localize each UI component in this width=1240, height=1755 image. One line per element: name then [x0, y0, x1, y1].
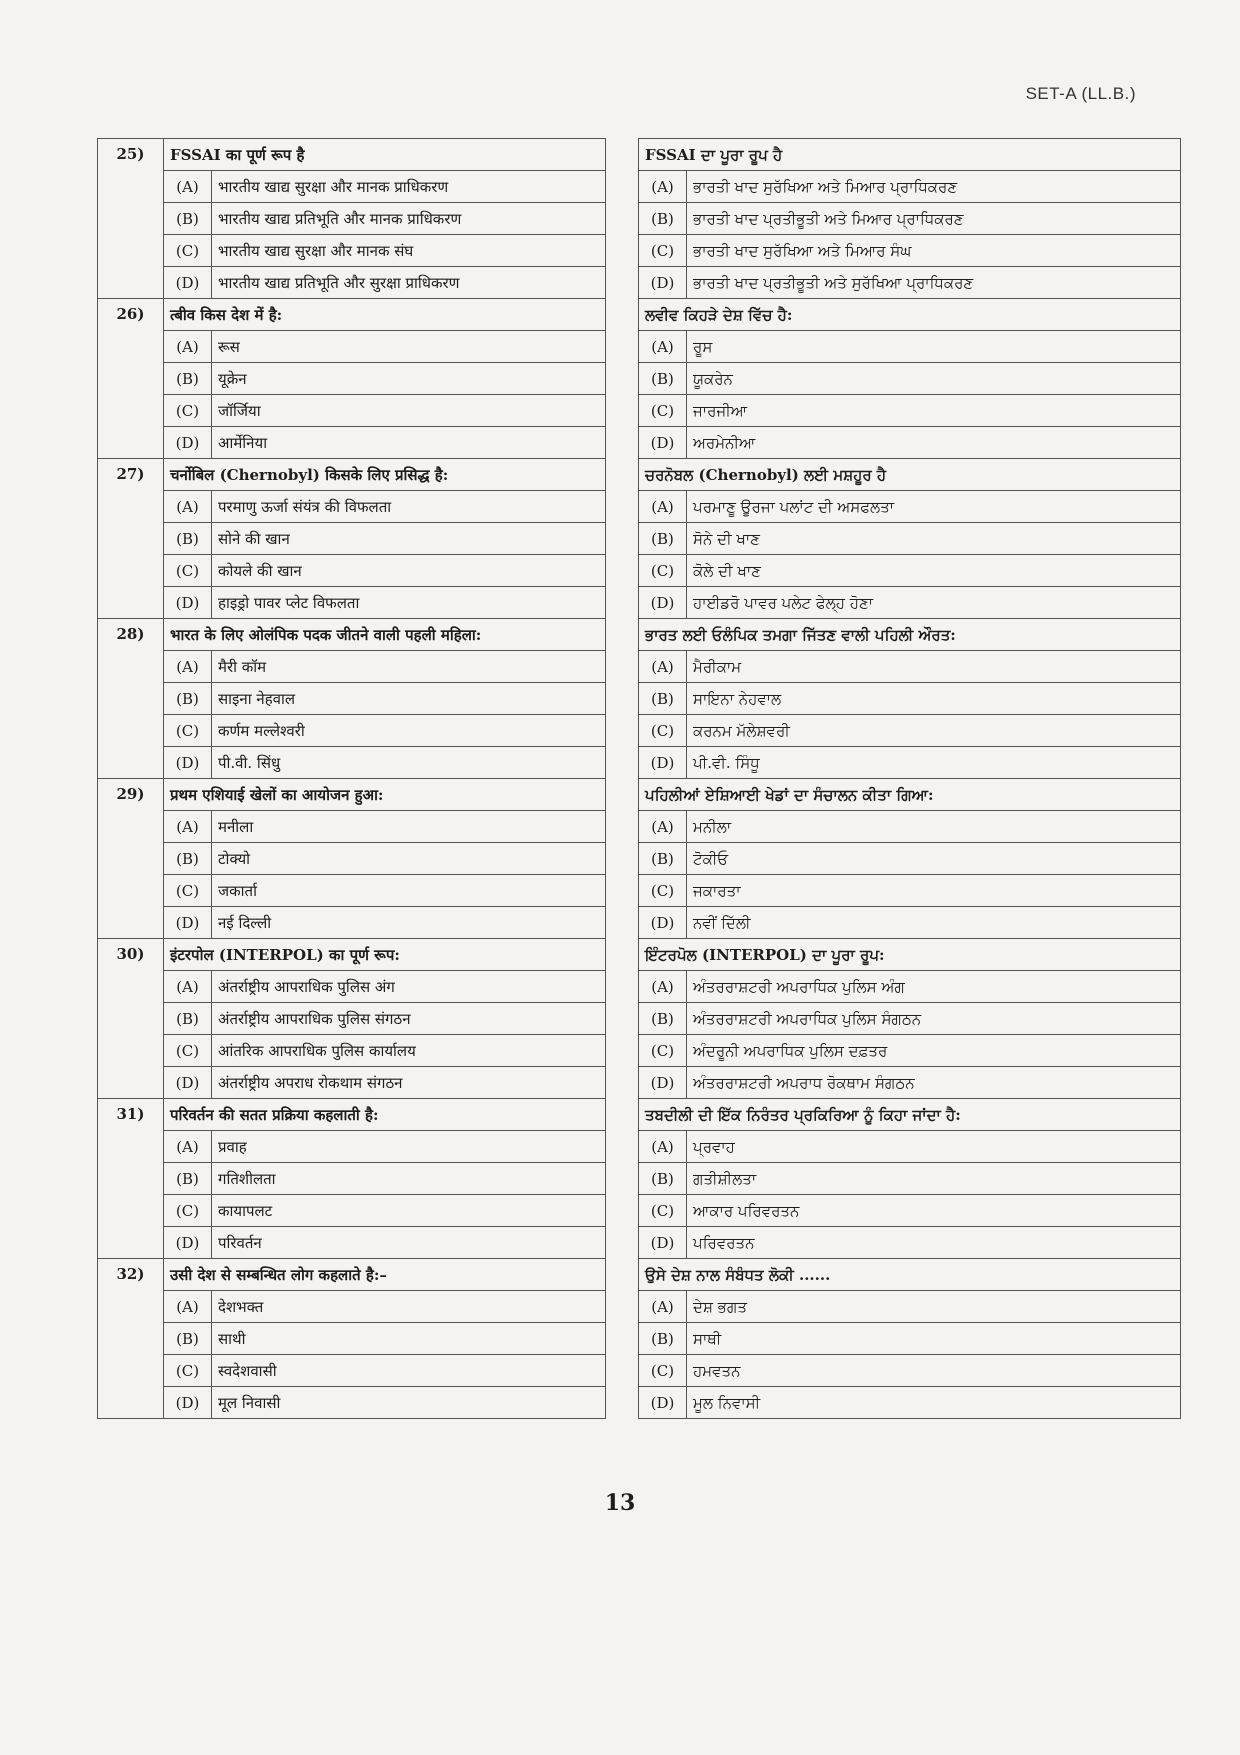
option-text-hindi: स्वदेशवासी [212, 1355, 606, 1387]
option-text-hindi: भारतीय खाद्य सुरक्षा और मानक संघ [212, 235, 606, 267]
column-gap [606, 363, 639, 395]
option-label-hindi: (A) [164, 331, 212, 363]
option-text-punjabi: ਅਰਮੇਨੀਆ [687, 427, 1181, 459]
column-gap [606, 1067, 639, 1099]
column-gap [606, 395, 639, 427]
option-text-hindi: साथी [212, 1323, 606, 1355]
option-text-hindi: जॉर्जिया [212, 395, 606, 427]
question-row [98, 619, 1181, 651]
column-gap [606, 875, 639, 907]
column-gap [606, 747, 639, 779]
option-text-hindi: अंतर्राष्ट्रीय आपराधिक पुलिस अंग [212, 971, 606, 1003]
set-label: SET-A (LL.B.) [1025, 84, 1136, 103]
option-text-punjabi: ਜਾਰਜੀਆ [687, 395, 1181, 427]
option-label-hindi: (A) [164, 171, 212, 203]
option-label-punjabi: (B) [639, 203, 687, 235]
question-row [98, 779, 1181, 811]
option-label-punjabi: (C) [639, 1035, 687, 1067]
option-text-hindi: सोने की खान [212, 523, 606, 555]
question-text-hindi: चर्नोबिल (Chernobyl) किसके लिए प्रसिद्ध है: [164, 459, 606, 491]
option-row [98, 683, 1181, 715]
option-row [98, 1163, 1181, 1195]
option-text-punjabi: ਕਰਨਮ ਮੱਲੇਸ਼ਵਰੀ [687, 715, 1181, 747]
option-row [98, 1323, 1181, 1355]
question-text-punjabi: ਇੰਟਰਪੋਲ (INTERPOL) ਦਾ ਪੂਰਾ ਰੂਪ: [639, 939, 1181, 971]
option-text-punjabi: ਆਕਾਰ ਪਰਿਵਰਤਨ [687, 1195, 1181, 1227]
option-text-hindi: मैरी कॉम [212, 651, 606, 683]
question-text-hindi: भारत के लिए ओलंपिक पदक जीतने वाली पहली महिला: [164, 619, 606, 651]
option-text-hindi: यूक्रेन [212, 363, 606, 395]
column-gap [606, 1195, 639, 1227]
option-label-punjabi: (C) [639, 1195, 687, 1227]
option-text-hindi: मूल निवासी [212, 1387, 606, 1419]
option-row [98, 1227, 1181, 1259]
option-text-punjabi: ਭਾਰਤੀ ਖਾਦ ਸੁਰੱਖਿਆ ਅਤੇ ਮਿਆਰ ਸੰਘ [687, 235, 1181, 267]
option-text-punjabi: ਸੋਨੇ ਦੀ ਖਾਣ [687, 523, 1181, 555]
option-label-punjabi: (B) [639, 363, 687, 395]
option-text-hindi: प्रवाह [212, 1131, 606, 1163]
option-label-hindi: (A) [164, 811, 212, 843]
question-number: 32) [98, 1259, 164, 1419]
option-text-hindi: नई दिल्ली [212, 907, 606, 939]
option-text-hindi: कायापलट [212, 1195, 606, 1227]
option-label-hindi: (B) [164, 363, 212, 395]
option-label-punjabi: (C) [639, 235, 687, 267]
option-row [98, 715, 1181, 747]
option-label-punjabi: (C) [639, 715, 687, 747]
option-text-hindi: साइना नेहवाल [212, 683, 606, 715]
column-gap [606, 1003, 639, 1035]
option-row [98, 267, 1181, 299]
option-row [98, 843, 1181, 875]
question-number: 30) [98, 939, 164, 1099]
option-text-hindi: भारतीय खाद्य प्रतिभूति और सुरक्षा प्राधिकरण [212, 267, 606, 299]
option-label-hindi: (D) [164, 587, 212, 619]
option-label-punjabi: (D) [639, 747, 687, 779]
option-text-hindi: टोक्यो [212, 843, 606, 875]
option-row [98, 523, 1181, 555]
question-text-hindi: इंटरपोल (INTERPOL) का पूर्ण रूप: [164, 939, 606, 971]
option-label-hindi: (B) [164, 1003, 212, 1035]
option-label-punjabi: (A) [639, 1131, 687, 1163]
option-row [98, 491, 1181, 523]
option-label-hindi: (D) [164, 1387, 212, 1419]
question-row [98, 139, 1181, 171]
option-text-punjabi: ਅੰਤਰਰਾਸ਼ਟਰੀ ਅਪਰਾਧਿਕ ਪੁਲਿਸ ਅੰਗ [687, 971, 1181, 1003]
option-text-punjabi: ਗਤੀਸ਼ੀਲਤਾ [687, 1163, 1181, 1195]
column-gap [606, 651, 639, 683]
question-text-hindi: FSSAI का पूर्ण रूप है [164, 139, 606, 171]
question-number: 26) [98, 299, 164, 459]
option-text-punjabi: ਸਾਥੀ [687, 1323, 1181, 1355]
option-text-hindi: मनीला [212, 811, 606, 843]
option-text-punjabi: ਮੂਲ ਨਿਵਾਸੀ [687, 1387, 1181, 1419]
option-row [98, 1035, 1181, 1067]
column-gap [606, 715, 639, 747]
option-label-punjabi: (D) [639, 1067, 687, 1099]
question-text-hindi: त्बीव किस देश में है: [164, 299, 606, 331]
option-row [98, 875, 1181, 907]
column-gap [606, 427, 639, 459]
option-text-hindi: कर्णम मल्लेश्वरी [212, 715, 606, 747]
option-label-hindi: (A) [164, 971, 212, 1003]
column-gap [606, 1131, 639, 1163]
option-row [98, 747, 1181, 779]
question-text-punjabi: ਭਾਰਤ ਲਈ ਓਲੰਪਿਕ ਤਮਗਾ ਜਿੱਤਣ ਵਾਲੀ ਪਹਿਲੀ ਔਰਤ: [639, 619, 1181, 651]
option-row [98, 235, 1181, 267]
option-label-punjabi: (D) [639, 907, 687, 939]
option-row [98, 171, 1181, 203]
option-text-punjabi: ਭਾਰਤੀ ਖਾਦ ਪ੍ਰਤੀਭੂਤੀ ਅਤੇ ਸੁਰੱਖਿਆ ਪ੍ਰਾਧਿਕਰਣ [687, 267, 1181, 299]
option-text-hindi: अंतर्राष्ट्रीय आपराधिक पुलिस संगठन [212, 1003, 606, 1035]
option-label-hindi: (A) [164, 491, 212, 523]
option-label-hindi: (C) [164, 395, 212, 427]
page-number: 13 [604, 1490, 636, 1516]
option-label-punjabi: (D) [639, 1387, 687, 1419]
option-label-hindi: (C) [164, 875, 212, 907]
question-text-punjabi: ਚਰਨੋਬਲ (Chernobyl) ਲਈ ਮਸ਼ਹੂਰ ਹੈ [639, 459, 1181, 491]
question-text-punjabi: ਉਸੇ ਦੇਸ਼ ਨਾਲ ਸੰਬੰਧਤ ਲੋਕੀ ...... [639, 1259, 1181, 1291]
option-label-punjabi: (A) [639, 331, 687, 363]
option-row [98, 1387, 1181, 1419]
option-label-hindi: (C) [164, 1035, 212, 1067]
option-text-hindi: जकार्ता [212, 875, 606, 907]
option-label-hindi: (D) [164, 1067, 212, 1099]
column-gap [606, 331, 639, 363]
question-number: 25) [98, 139, 164, 299]
option-text-hindi: आर्मेनिया [212, 427, 606, 459]
option-row [98, 1003, 1181, 1035]
option-text-punjabi: ਰੂਸ [687, 331, 1181, 363]
column-gap [606, 1355, 639, 1387]
option-text-hindi: भारतीय खाद्य प्रतिभूति और मानक प्राधिकरण [212, 203, 606, 235]
option-row [98, 811, 1181, 843]
option-label-punjabi: (A) [639, 171, 687, 203]
option-row [98, 555, 1181, 587]
option-label-punjabi: (C) [639, 1355, 687, 1387]
option-row [98, 651, 1181, 683]
option-row [98, 363, 1181, 395]
option-text-punjabi: ਅੰਦਰੂਨੀ ਅਪਰਾਧਿਕ ਪੁਲਿਸ ਦਫ਼ਤਰ [687, 1035, 1181, 1067]
question-text-punjabi: ਪਹਿਲੀਆਂ ਏਸ਼ਿਆਈ ਖੇਡਾਂ ਦਾ ਸੰਚਾਲਨ ਕੀਤਾ ਗਿਆ: [639, 779, 1181, 811]
option-text-punjabi: ਅੰਤਰਰਾਸ਼ਟਰੀ ਅਪਰਾਧ ਰੋਕਥਾਮ ਸੰਗਠਨ [687, 1067, 1181, 1099]
question-row [98, 459, 1181, 491]
question-number: 27) [98, 459, 164, 619]
option-label-punjabi: (A) [639, 971, 687, 1003]
option-label-punjabi: (B) [639, 683, 687, 715]
option-row [98, 907, 1181, 939]
column-gap [606, 1323, 639, 1355]
option-label-punjabi: (D) [639, 1227, 687, 1259]
option-label-punjabi: (C) [639, 875, 687, 907]
option-text-punjabi: ਮਨੀਲਾ [687, 811, 1181, 843]
option-label-hindi: (A) [164, 1131, 212, 1163]
option-text-punjabi: ਨਵੀਂ ਦਿੱਲੀ [687, 907, 1181, 939]
question-text-punjabi: FSSAI ਦਾ ਪੂਰਾ ਰੂਪ ਹੈ [639, 139, 1181, 171]
option-text-punjabi: ਪੀ.ਵੀ. ਸਿੰਧੂ [687, 747, 1181, 779]
option-label-hindi: (B) [164, 523, 212, 555]
option-label-punjabi: (D) [639, 267, 687, 299]
option-text-hindi: अंतर्राष्ट्रीय अपराध रोकथाम संगठन [212, 1067, 606, 1099]
option-label-hindi: (D) [164, 907, 212, 939]
column-gap [606, 203, 639, 235]
option-label-punjabi: (C) [639, 555, 687, 587]
option-label-punjabi: (A) [639, 811, 687, 843]
option-label-hindi: (D) [164, 1227, 212, 1259]
option-text-punjabi: ਯੂਕਰੇਨ [687, 363, 1181, 395]
column-gap [606, 939, 639, 971]
option-row [98, 331, 1181, 363]
question-row [98, 1259, 1181, 1291]
question-text-punjabi: ਤਬਦੀਲੀ ਦੀ ਇੱਕ ਨਿਰੰਤਰ ਪ੍ਰਕਿਰਿਆ ਨੂੰ ਕਿਹਾ ਜਾਂਦਾ ਹੈ: [639, 1099, 1181, 1131]
option-text-punjabi: ਭਾਰਤੀ ਖਾਦ ਪ੍ਰਤੀਭੂਤੀ ਅਤੇ ਮਿਆਰ ਪ੍ਰਾਧਿਕਰਣ [687, 203, 1181, 235]
option-row [98, 203, 1181, 235]
question-text-punjabi: ਲਵੀਵ ਕਿਹੜੇ ਦੇਸ਼ ਵਿੱਚ ਹੈ: [639, 299, 1181, 331]
column-gap [606, 619, 639, 651]
option-text-hindi: हाइड्रो पावर प्लेट विफलता [212, 587, 606, 619]
option-row [98, 1195, 1181, 1227]
column-gap [606, 1035, 639, 1067]
option-row [98, 1067, 1181, 1099]
option-label-hindi: (A) [164, 1291, 212, 1323]
option-label-hindi: (C) [164, 555, 212, 587]
option-label-punjabi: (A) [639, 491, 687, 523]
option-text-punjabi: ਦੇਸ਼ ਭਗਤ [687, 1291, 1181, 1323]
option-text-hindi: रूस [212, 331, 606, 363]
option-text-punjabi: ਪਰਮਾਣੂ ਊਰਜਾ ਪਲਾਂਟ ਦੀ ਅਸਫਲਤਾ [687, 491, 1181, 523]
option-label-hindi: (B) [164, 1163, 212, 1195]
option-label-punjabi: (C) [639, 395, 687, 427]
option-text-hindi: गतिशीलता [212, 1163, 606, 1195]
option-text-hindi: पी.वी. सिंधु [212, 747, 606, 779]
column-gap [606, 971, 639, 1003]
question-row [98, 1099, 1181, 1131]
column-gap [606, 779, 639, 811]
option-label-hindi: (B) [164, 203, 212, 235]
column-gap [606, 267, 639, 299]
column-gap [606, 171, 639, 203]
column-gap [606, 907, 639, 939]
option-text-punjabi: ਪ੍ਰਵਾਹ [687, 1131, 1181, 1163]
option-label-punjabi: (A) [639, 1291, 687, 1323]
column-gap [606, 139, 639, 171]
option-row [98, 395, 1181, 427]
option-text-hindi: आंतरिक आपराधिक पुलिस कार्यालय [212, 1035, 606, 1067]
question-text-hindi: प्रथम एशियाई खेलों का आयोजन हुआ: [164, 779, 606, 811]
option-text-hindi: परिवर्तन [212, 1227, 606, 1259]
option-row [98, 587, 1181, 619]
column-gap [606, 523, 639, 555]
option-text-hindi: भारतीय खाद्य सुरक्षा और मानक प्राधिकरण [212, 171, 606, 203]
option-row [98, 1291, 1181, 1323]
option-label-hindi: (C) [164, 235, 212, 267]
option-text-punjabi: ਜਕਾਰਤਾ [687, 875, 1181, 907]
option-text-punjabi: ਅੰਤਰਰਾਸ਼ਟਰੀ ਅਪਰਾਧਿਕ ਪੁਲਿਸ ਸੰਗਠਨ [687, 1003, 1181, 1035]
column-gap [606, 811, 639, 843]
column-gap [606, 491, 639, 523]
option-text-punjabi: ਮੈਰੀਕਾਮ [687, 651, 1181, 683]
option-text-hindi: कोयले की खान [212, 555, 606, 587]
column-gap [606, 843, 639, 875]
question-row [98, 299, 1181, 331]
question-number: 28) [98, 619, 164, 779]
option-label-punjabi: (B) [639, 1163, 687, 1195]
option-text-punjabi: ਹਮਵਤਨ [687, 1355, 1181, 1387]
option-row [98, 427, 1181, 459]
column-gap [606, 587, 639, 619]
option-label-hindi: (B) [164, 683, 212, 715]
option-label-hindi: (D) [164, 427, 212, 459]
option-label-hindi: (A) [164, 651, 212, 683]
question-number: 31) [98, 1099, 164, 1259]
question-table [97, 138, 1181, 1419]
column-gap [606, 459, 639, 491]
option-row [98, 971, 1181, 1003]
option-text-punjabi: ਸਾਇਨਾ ਨੇਹਵਾਲ [687, 683, 1181, 715]
option-label-punjabi: (B) [639, 523, 687, 555]
option-label-hindi: (C) [164, 715, 212, 747]
question-text-hindi: परिवर्तन की सतत प्रक्रिया कहलाती है: [164, 1099, 606, 1131]
option-label-punjabi: (B) [639, 1323, 687, 1355]
option-text-punjabi: ਹਾਈਡਰੋ ਪਾਵਰ ਪਲੇਟ ਫੇਲ੍ਹ ਹੋਣਾ [687, 587, 1181, 619]
column-gap [606, 1099, 639, 1131]
option-label-punjabi: (D) [639, 427, 687, 459]
column-gap [606, 683, 639, 715]
option-label-hindi: (C) [164, 1195, 212, 1227]
question-number: 29) [98, 779, 164, 939]
column-gap [606, 1259, 639, 1291]
option-row [98, 1355, 1181, 1387]
column-gap [606, 299, 639, 331]
question-row [98, 939, 1181, 971]
option-label-hindi: (B) [164, 843, 212, 875]
column-gap [606, 1291, 639, 1323]
column-gap [606, 1387, 639, 1419]
option-label-punjabi: (B) [639, 843, 687, 875]
option-text-hindi: देशभक्त [212, 1291, 606, 1323]
option-text-hindi: परमाणु ऊर्जा संयंत्र की विफलता [212, 491, 606, 523]
option-label-hindi: (D) [164, 267, 212, 299]
option-label-punjabi: (B) [639, 1003, 687, 1035]
option-label-hindi: (B) [164, 1323, 212, 1355]
option-text-punjabi: ਪਰਿਵਰਤਨ [687, 1227, 1181, 1259]
question-text-hindi: उसी देश से सम्बन्धित लोग कहलाते है:– [164, 1259, 606, 1291]
option-label-punjabi: (A) [639, 651, 687, 683]
option-row [98, 1131, 1181, 1163]
option-label-hindi: (D) [164, 747, 212, 779]
option-text-punjabi: ਕੋਲੇ ਦੀ ਖਾਣ [687, 555, 1181, 587]
column-gap [606, 1163, 639, 1195]
column-gap [606, 235, 639, 267]
option-label-hindi: (C) [164, 1355, 212, 1387]
option-label-punjabi: (D) [639, 587, 687, 619]
column-gap [606, 555, 639, 587]
option-text-punjabi: ਟੋਕੀਓ [687, 843, 1181, 875]
option-text-punjabi: ਭਾਰਤੀ ਖਾਦ ਸੁਰੱਖਿਆ ਅਤੇ ਮਿਆਰ ਪ੍ਰਾਧਿਕਰਣ [687, 171, 1181, 203]
column-gap [606, 1227, 639, 1259]
